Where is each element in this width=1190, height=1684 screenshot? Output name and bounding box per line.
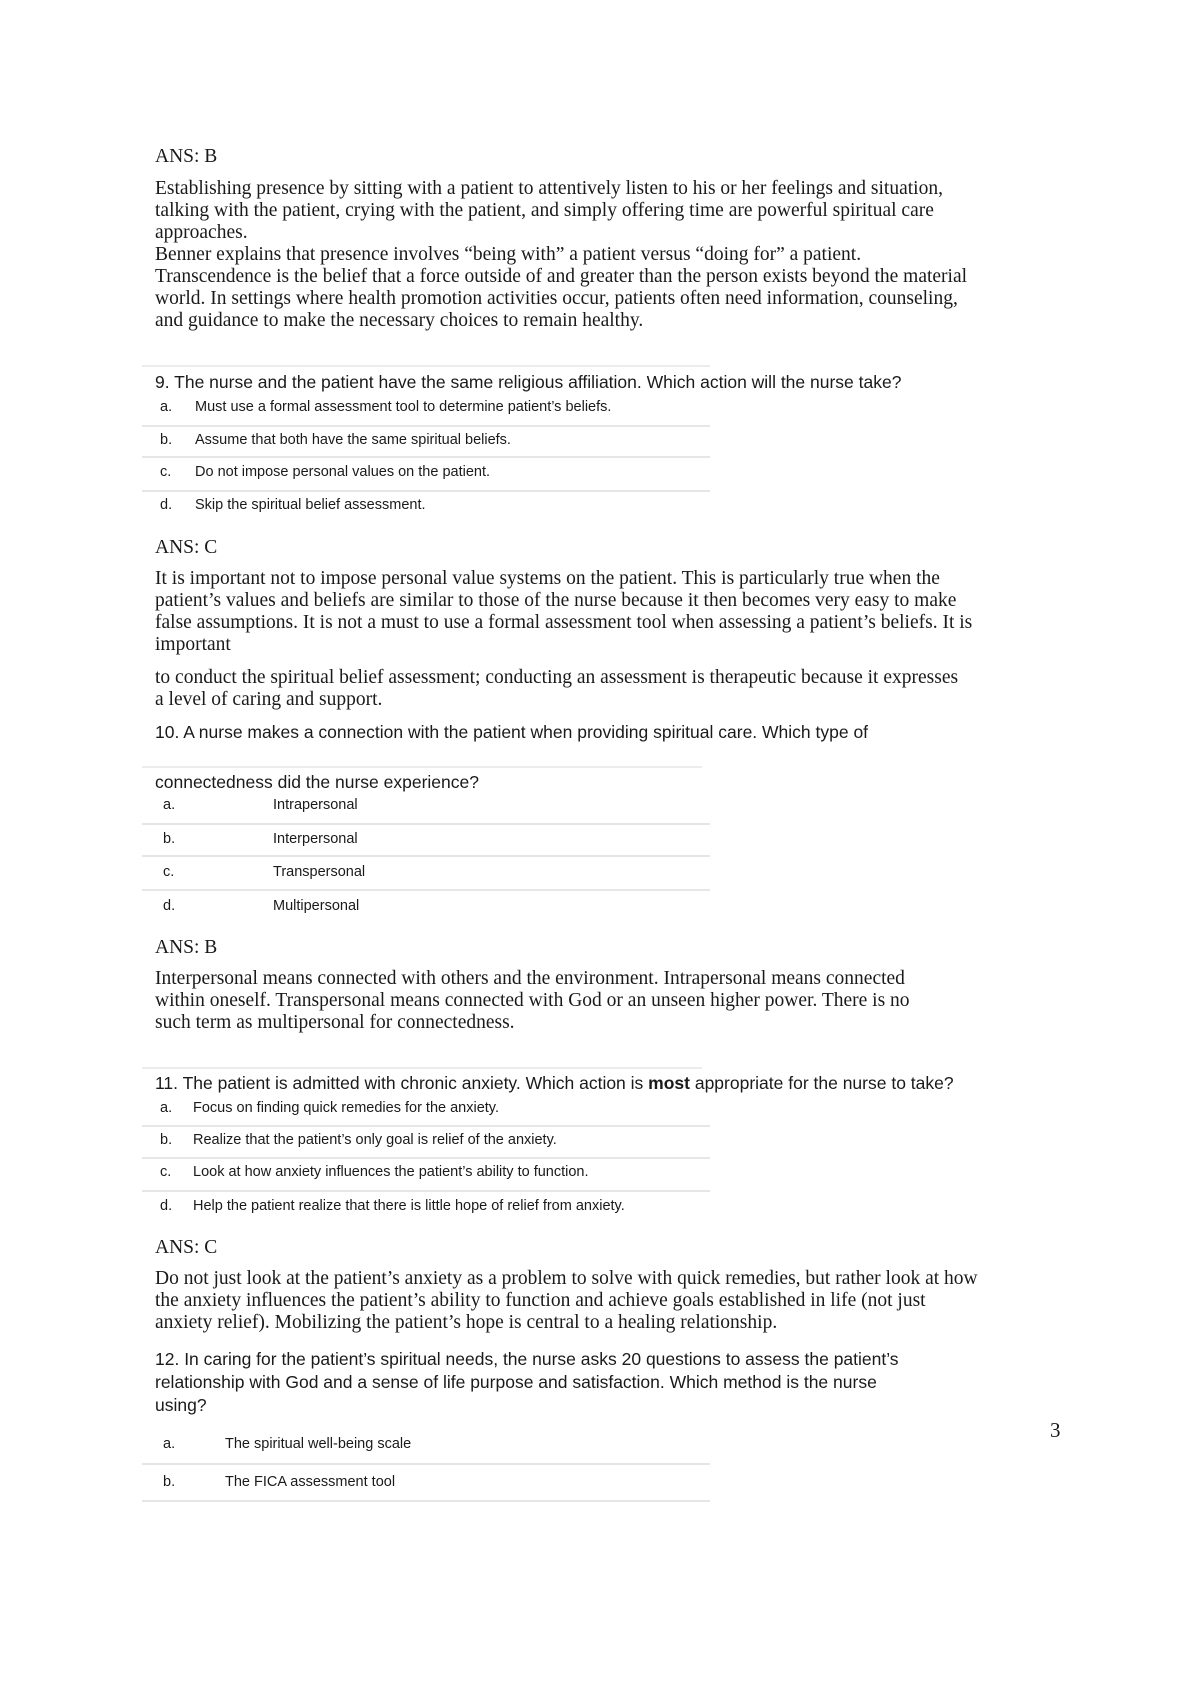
option-letter: a. xyxy=(163,797,176,813)
rationale-line: a level of caring and support. xyxy=(155,689,383,710)
rationale-line: Interpersonal means connected with others and the environment. Intrapersonal means connected xyxy=(155,968,905,989)
rationale-line: Do not just look at the patient’s anxiety as a problem to solve with quick remedies, but rather look at how xyxy=(155,1268,978,1289)
rationale-line: Establishing presence by sitting with a patient to attentively listen to his or her feelings and situation, xyxy=(155,178,943,199)
option-text[interactable]: The FICA assessment tool xyxy=(225,1474,396,1490)
rationale-line: to conduct the spiritual belief assessment; conducting an assessment is therapeutic because it expresses xyxy=(155,667,959,688)
option-text[interactable]: Must use a formal assessment tool to determine patient’s beliefs. xyxy=(195,399,612,415)
option-letter: a. xyxy=(163,1436,176,1452)
rationale-paragraph xyxy=(155,568,1055,656)
question-10-stem: 10. A nurse makes a connection with the patient when providing spiritual care. Which type of xyxy=(155,722,869,742)
option-letter: d. xyxy=(160,497,173,513)
rationale-line: the anxiety influences the patient’s ability to function and achieve goals established in life (not just xyxy=(155,1290,926,1311)
question-12-stem xyxy=(155,1348,899,1417)
option-text[interactable]: Interpersonal xyxy=(273,831,358,847)
rationale-line: Benner explains that presence involves “being with” a patient versus “doing for” a patient. xyxy=(155,244,862,265)
answer-label: ANS: B xyxy=(155,937,218,958)
rationale-line: anxiety relief). Mobilizing the patient’s hope is central to a healing relationship. xyxy=(155,1312,778,1333)
option-text[interactable]: Look at how anxiety influences the patient’s ability to function. xyxy=(193,1164,589,1180)
rationale-paragraph xyxy=(155,968,1055,1034)
option-letter: b. xyxy=(160,1132,173,1148)
stem-line: relationship with God and a sense of life purpose and satisfaction. Which method is the nurse xyxy=(155,1372,877,1392)
option-text[interactable]: Intrapersonal xyxy=(273,797,358,813)
question-10-stem-continued: connectedness did the nurse experience? xyxy=(155,772,479,792)
option-text[interactable]: Do not impose personal values on the patient. xyxy=(195,464,491,480)
emphasis-word: most xyxy=(648,1073,690,1093)
rationale-line: talking with the patient, crying with the patient, and simply offering time are powerful spiritual care xyxy=(155,200,934,221)
page-number: 3 xyxy=(1050,1418,1061,1442)
option-letter: d. xyxy=(163,898,176,914)
option-letter: c. xyxy=(160,464,172,480)
rationale-paragraph xyxy=(155,1268,1060,1334)
rationale-line: false assumptions. It is not a must to use a formal assessment tool when assessing a patient’s beliefs. It is xyxy=(155,612,973,633)
stem-line: using? xyxy=(155,1395,207,1415)
option-letter: d. xyxy=(160,1198,173,1214)
option-text[interactable]: Multipersonal xyxy=(273,898,360,914)
option-text[interactable]: Focus on finding quick remedies for the anxiety. xyxy=(193,1100,500,1116)
question-9-stem: 9. The nurse and the patient have the same religious affiliation. Which action will the nurse take? xyxy=(155,372,902,392)
option-letter: a. xyxy=(160,399,173,415)
question-11-stem xyxy=(155,1073,954,1094)
rationale-line: and guidance to make the necessary choices to remain healthy. xyxy=(155,310,644,331)
option-text[interactable]: The spiritual well-being scale xyxy=(225,1436,412,1452)
option-letter: b. xyxy=(163,1474,176,1490)
option-letter: c. xyxy=(160,1164,172,1180)
answer-label: ANS: B xyxy=(155,146,218,167)
rationale-paragraph-continued xyxy=(155,667,1055,711)
answer-label: ANS: C xyxy=(155,537,218,558)
rationale-line: important xyxy=(155,634,231,655)
rationale-line: within oneself. Transpersonal means connected with God or an unseen higher power. There is no xyxy=(155,990,910,1011)
rationale-line: world. In settings where health promotion activities occur, patients often need information, counseling, xyxy=(155,288,958,309)
option-letter: b. xyxy=(163,831,176,847)
option-text[interactable]: Help the patient realize that there is little hope of relief from anxiety. xyxy=(193,1198,625,1214)
option-text[interactable]: Transpersonal xyxy=(273,864,366,880)
stem-line: 12. In caring for the patient’s spiritual needs, the nurse asks 20 questions to assess the patient’s xyxy=(155,1349,899,1369)
option-letter: c. xyxy=(163,864,175,880)
rationale-paragraph xyxy=(155,178,1055,332)
rationale-line: such term as multipersonal for connectedness. xyxy=(155,1012,515,1033)
option-letter: a. xyxy=(160,1100,173,1116)
option-text[interactable]: Skip the spiritual belief assessment. xyxy=(195,497,426,513)
rationale-line: patient’s values and beliefs are similar to those of the nurse because it then becomes very easy to make xyxy=(155,590,957,611)
rationale-line: approaches. xyxy=(155,222,248,243)
stem-text: 11. The patient is admitted with chronic anxiety. Which action is xyxy=(155,1073,649,1093)
option-text[interactable]: Assume that both have the same spiritual beliefs. xyxy=(195,432,511,448)
stem-text: appropriate for the nurse to take? xyxy=(689,1073,954,1093)
option-text[interactable]: Realize that the patient’s only goal is relief of the anxiety. xyxy=(193,1132,557,1148)
rationale-line: It is important not to impose personal value systems on the patient. This is particularly true when the xyxy=(155,568,940,589)
answer-label: ANS: C xyxy=(155,1237,218,1258)
rationale-line: Transcendence is the belief that a force outside of and greater than the person exists beyond the material xyxy=(155,266,968,287)
option-letter: b. xyxy=(160,432,173,448)
